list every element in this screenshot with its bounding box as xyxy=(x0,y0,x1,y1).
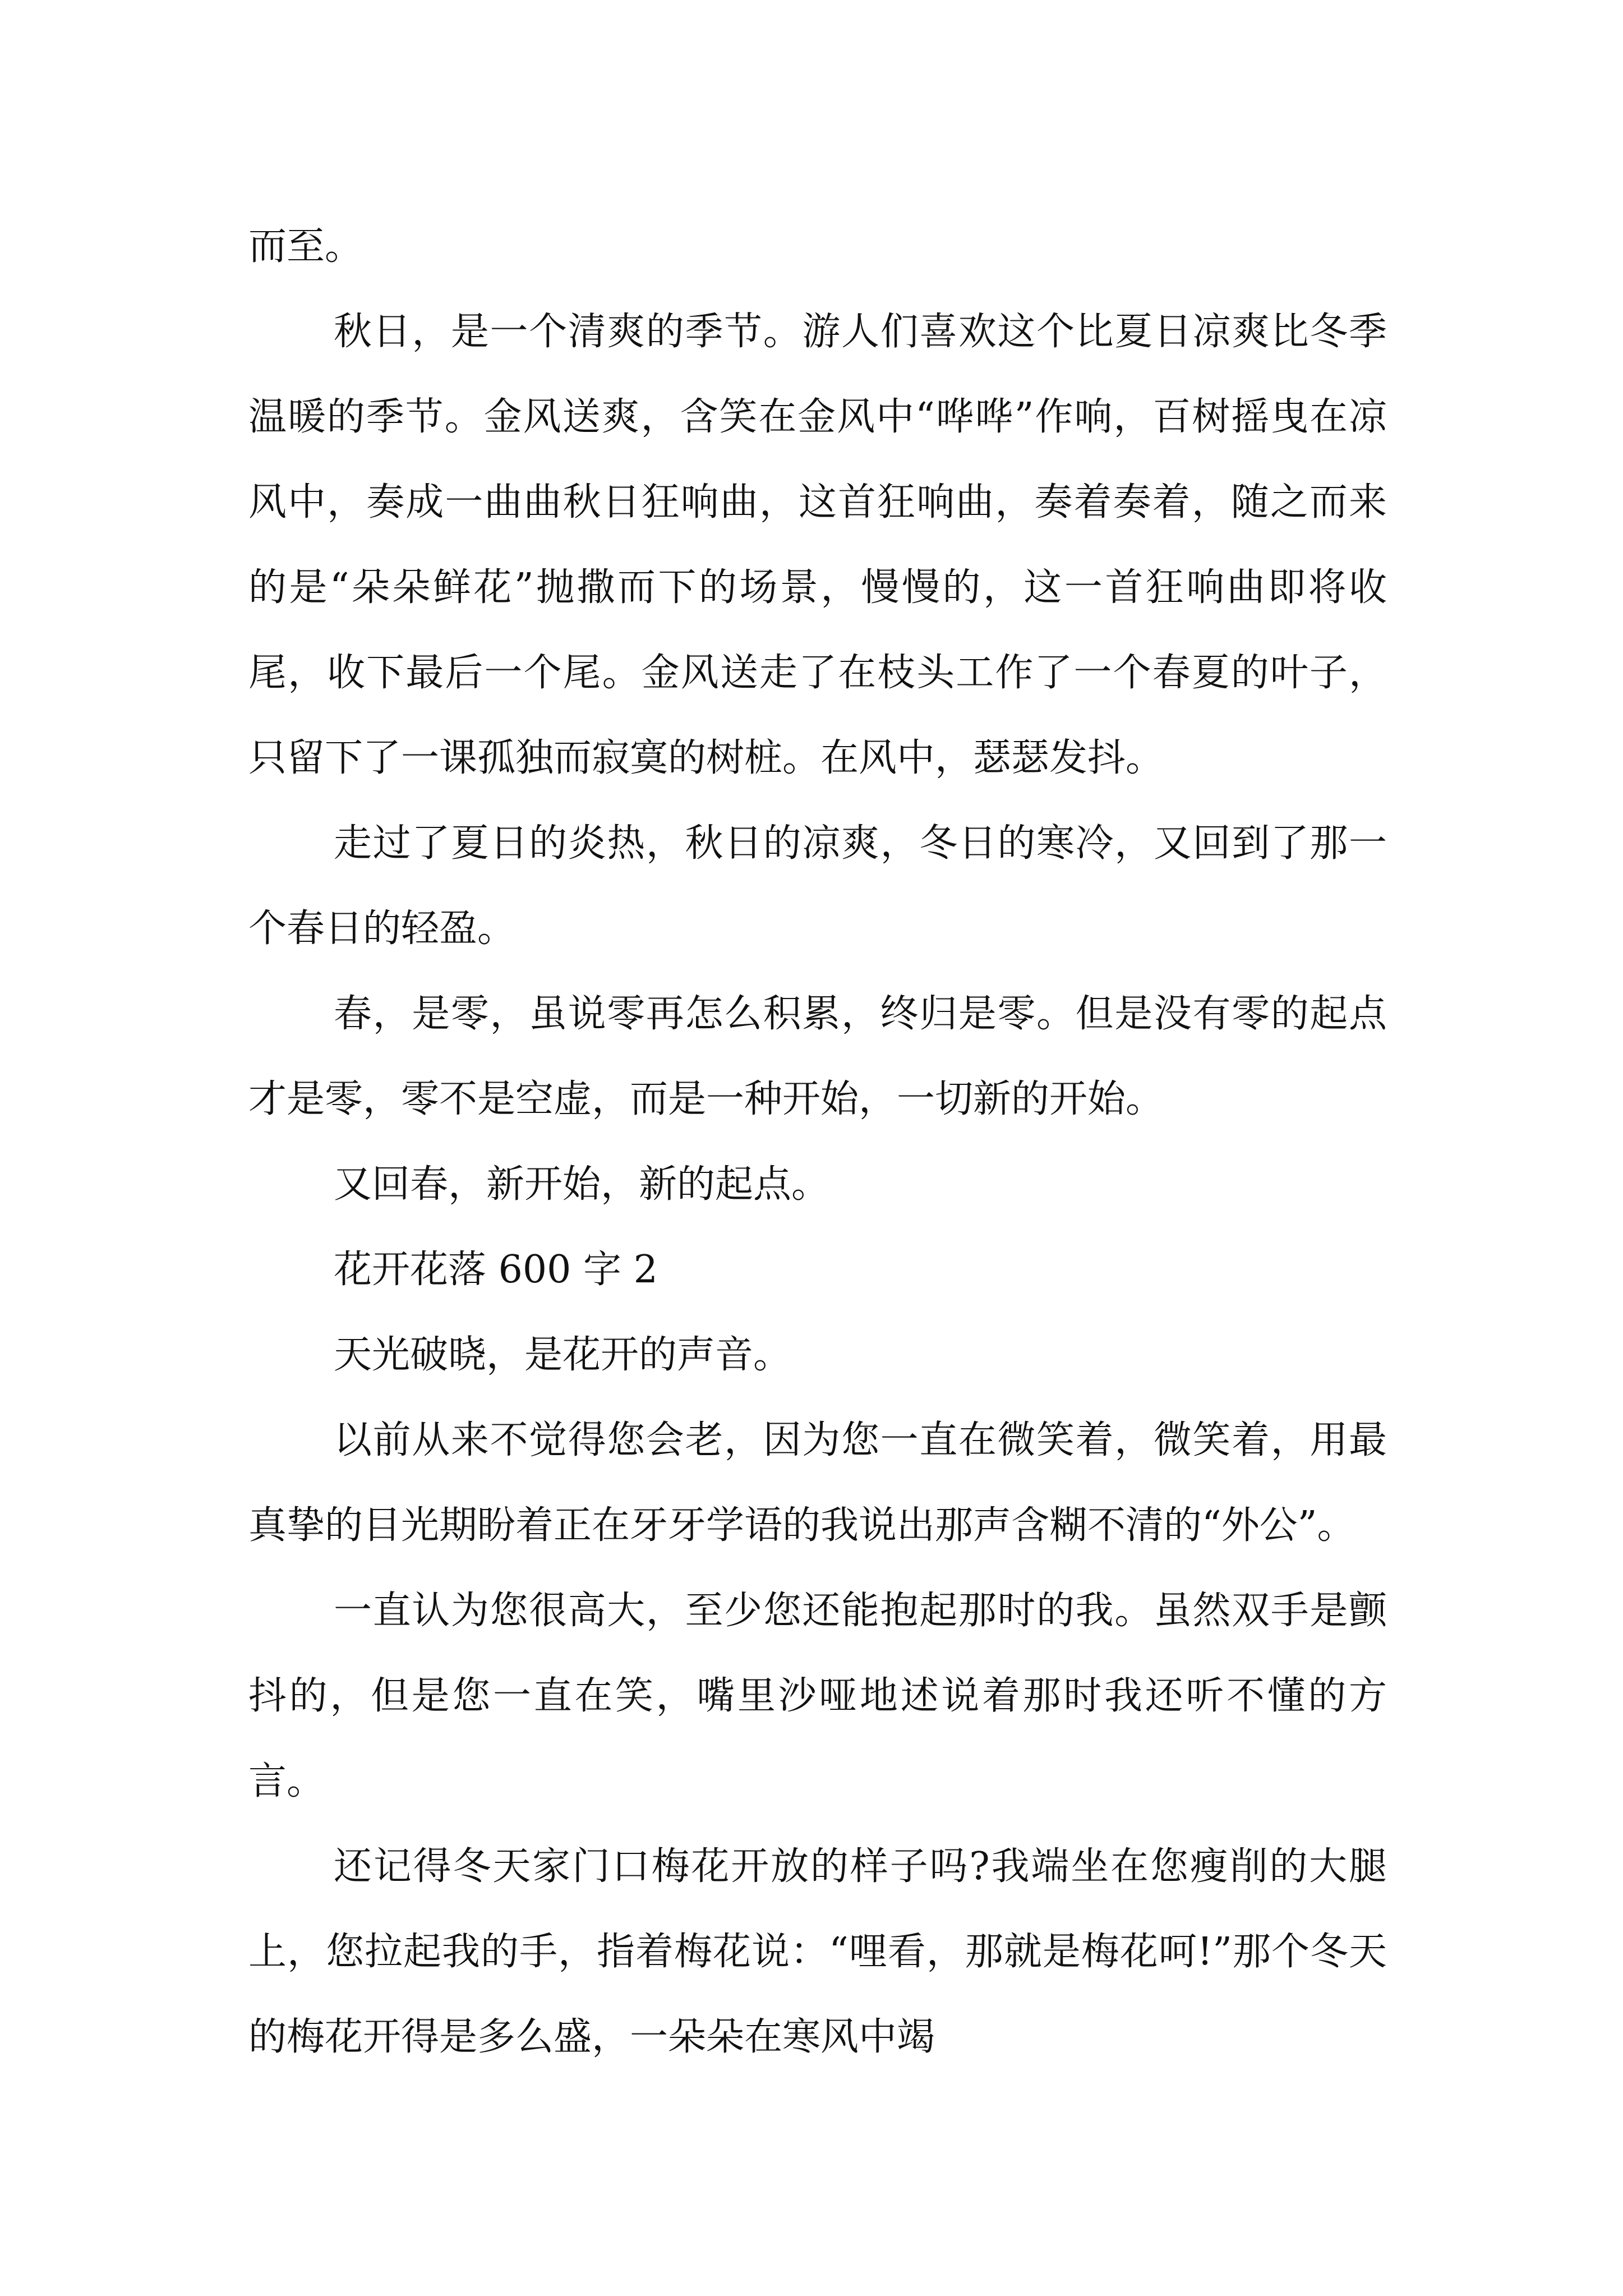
paragraph-new-start: 又回春，新开始，新的起点。 xyxy=(334,1162,830,1207)
section-heading: 花开花落 600 字 2 xyxy=(334,1248,658,1292)
paragraph-seasons: 走过了夏日的炎热，秋日的凉爽，冬日的寒冷，又回到了那一个春日的轻盈。 xyxy=(248,821,1387,951)
paragraph-grandpa-tall: 一直认为您很高大，至少您还能抱起那时的我。虽然双手是颤抖的，但是您一直在笑，嘴里沙哑地述说着那时我还听不懂的方言。 xyxy=(248,1589,1387,1803)
paragraph-continuation: 而至。 xyxy=(248,224,363,269)
paragraph-spring-zero: 春，是零，虽说零再怎么积累，终归是零。但是没有零的起点才是零，零不是空虚，而是一种开始，一切新的开始。 xyxy=(248,992,1387,1121)
paragraph-plum-blossom: 还记得冬天家门口梅花开放的样子吗?我端坐在您瘦削的大腿上，您拉起我的手，指着梅花说：“哩看，那就是梅花呵!”那个冬天的梅花开得是多么盛，一朵朵在寒风中竭 xyxy=(248,1844,1387,2059)
document-body xyxy=(248,204,1387,2080)
paragraph-autumn: 秋日，是一个清爽的季节。游人们喜欢这个比夏日凉爽比冬季温暖的季节。金风送爽，含笑在金风中“哗哗”作响，百树摇曳在凉风中，奏成一曲曲秋日狂响曲，这首狂响曲，奏着奏着，随之而来的是“朵朵鲜花”抛撒而下的场景，慢慢的，这一首狂响曲即将收尾，收下最后一个尾。金风送走了在枝头工作了一个春夏的叶子，只留下了一课孤独而寂寞的树桩。在风中，瑟瑟发抖。 xyxy=(248,310,1387,780)
paragraph-grandpa-smile: 以前从来不觉得您会老，因为您一直在微笑着，微笑着，用最真挚的目光期盼着正在牙牙学语的我说出那声含糊不清的“外公”。 xyxy=(248,1418,1387,1548)
paragraph-dawn: 天光破晓，是花开的声音。 xyxy=(334,1333,792,1377)
